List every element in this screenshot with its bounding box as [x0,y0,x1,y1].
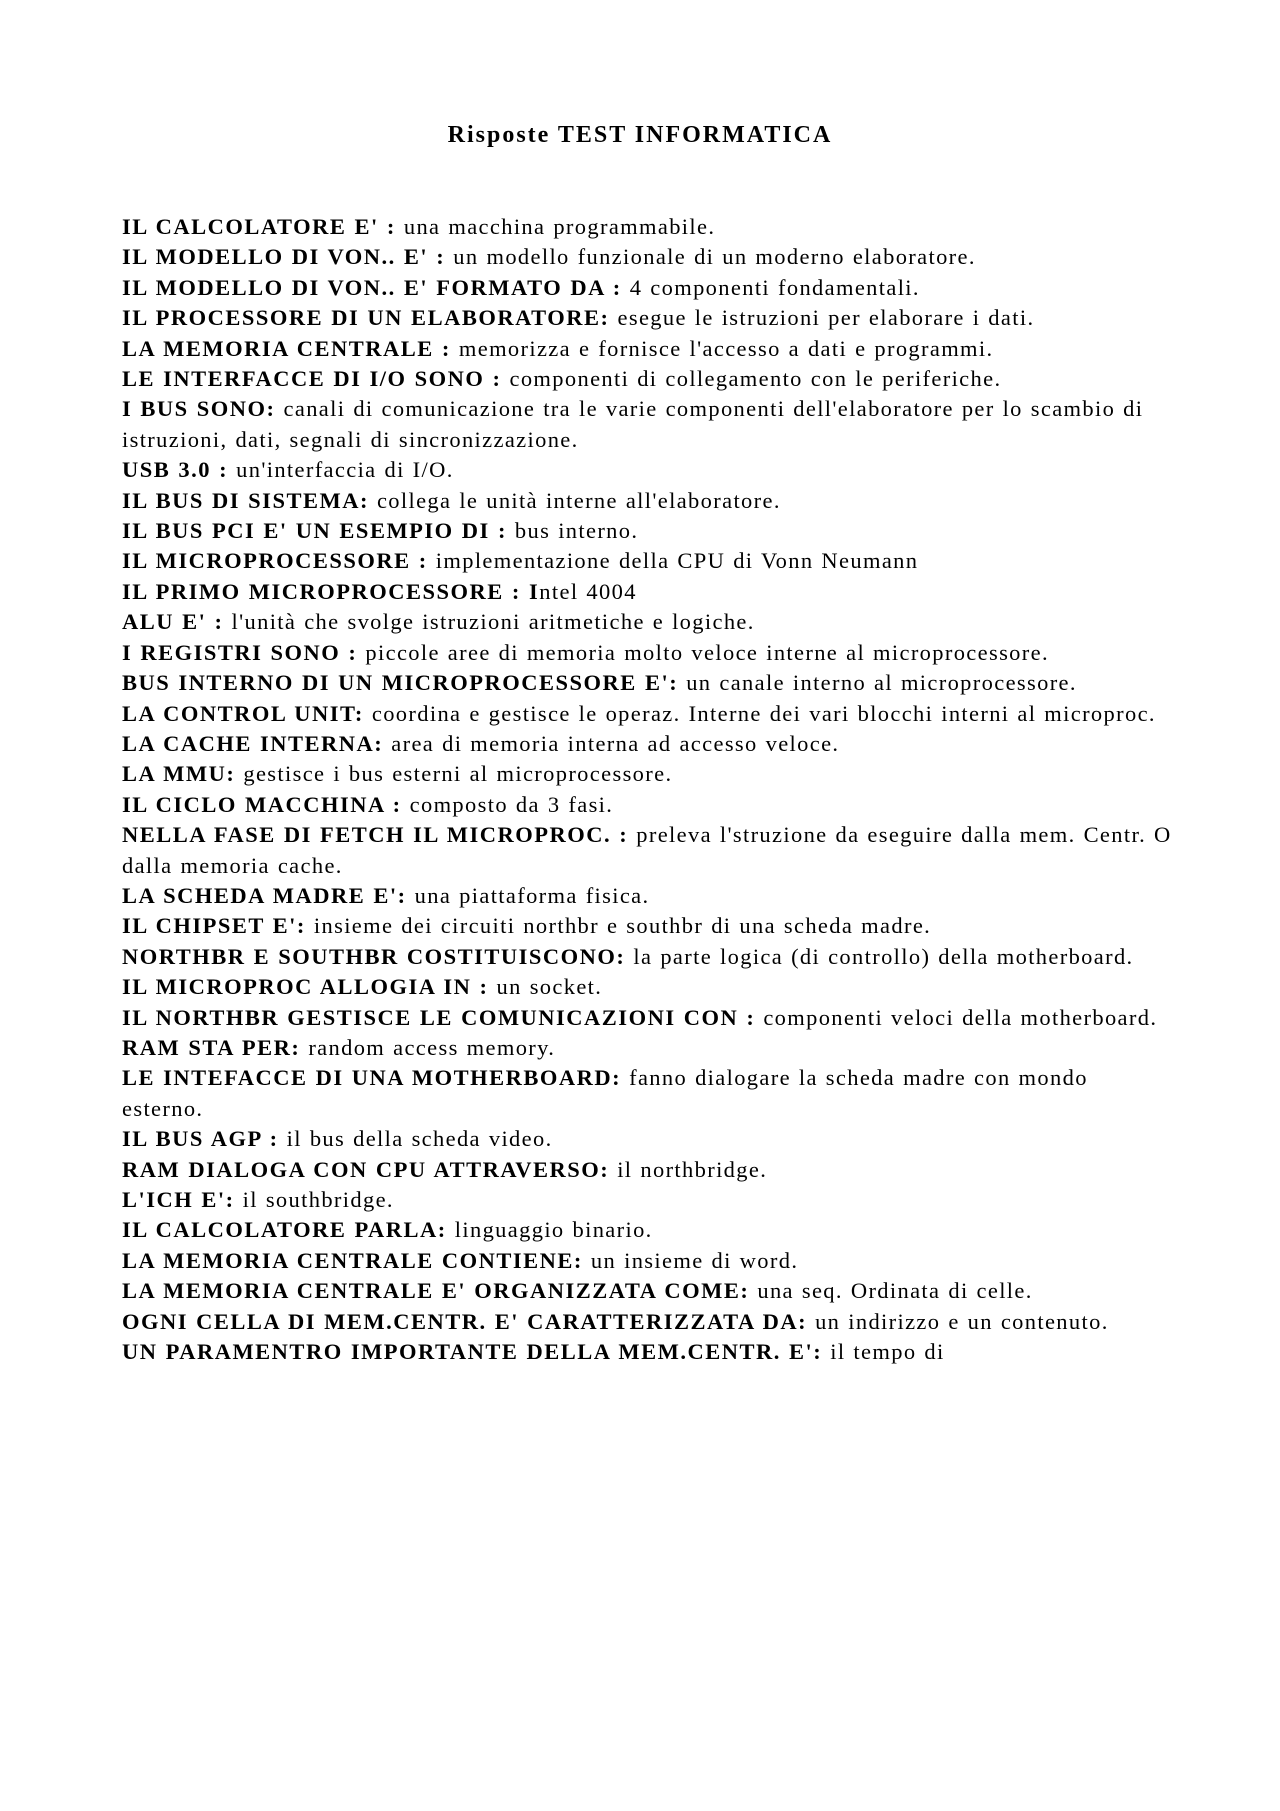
answer-text: gestisce i bus esterni al microprocessore. [243,761,673,787]
answer-text: ntel 4004 [539,578,637,604]
answer-text: fanno dialogare la scheda madre con mondo esterno. [122,1065,1088,1121]
qa-item [122,1063,1174,1124]
question-text: NELLA FASE DI FETCH IL MICROPROC. : [122,822,629,848]
answer-text: collega le unità interne all'elaboratore. [376,487,781,513]
qa-item [122,881,1174,911]
question-text: LA MEMORIA CENTRALE CONTIENE: [122,1247,583,1273]
qa-item [122,972,1174,1002]
qa-item [122,486,1174,516]
question-text: LA MMU: [122,761,236,787]
question-text: NORTHBR E SOUTHBR COSTITUISCONO: [122,943,626,969]
qa-item [122,1185,1174,1215]
answer-text: il tempo di [830,1339,945,1365]
question-text: IL MICROPROCESSORE : [122,548,428,574]
qa-item [122,242,1174,272]
question-text: LA MEMORIA CENTRALE : [122,335,451,361]
question-text: IL BUS PCI E' UN ESEMPIO DI : [122,518,507,544]
question-text: ALU E' : [122,609,224,635]
qa-item [122,1276,1174,1306]
question-text: RAM DIALOGA CON CPU ATTRAVERSO: [122,1156,610,1182]
question-text: IL PRIMO MICROPROCESSORE : I [122,578,540,604]
qa-item [122,911,1174,941]
question-text: BUS INTERNO DI UN MICROPROCESSORE E': [122,670,679,696]
qa-item [122,546,1174,576]
qa-item [122,1215,1174,1245]
answer-text: la parte logica (di controllo) della motherboard. [633,943,1134,969]
answer-text: una macchina programmabile. [403,214,716,239]
question-text: IL MODELLO DI VON.. E' FORMATO DA : [122,274,622,300]
question-text: LA CONTROL UNIT: [122,700,364,726]
answer-text: l'unità che svolge istruzioni aritmetiche e logiche. [231,609,755,635]
answer-text: un indirizzo e un contenuto. [815,1308,1109,1334]
answer-text: insieme dei circuiti northbr e southbr di una scheda madre. [313,913,932,939]
question-text: IL CALCOLATORE PARLA: [122,1217,447,1243]
qa-item [122,759,1174,789]
qa-item [122,1124,1174,1154]
question-text: LA MEMORIA CENTRALE E' ORGANIZZATA COME: [122,1278,750,1304]
qa-item [122,1033,1174,1063]
answer-text: una seq. Ordinata di celle. [757,1278,1033,1304]
question-text: IL CICLO MACCHINA : [122,791,402,817]
answer-text: il southbridge. [242,1187,394,1212]
qa-item [122,668,1174,698]
qa-item [122,212,1174,242]
answer-text: canali di comunicazione tra le varie componenti dell'elaboratore per lo scambio di istruzioni, dati, segnali di sincronizzazione. [122,396,1144,452]
qa-list [122,212,1174,1367]
answer-text: bus interno. [514,518,639,544]
question-text: OGNI CELLA DI MEM.CENTR. E' CARATTERIZZATA DA: [122,1308,808,1334]
answer-text: area di memoria interna ad accesso veloce. [391,730,840,756]
qa-item [122,1155,1174,1185]
question-text: IL CHIPSET E': [122,913,306,939]
qa-item [122,942,1174,972]
question-text: IL CALCOLATORE E' : [122,214,396,239]
qa-item [122,516,1174,546]
answer-text: preleva l'struzione da eseguire dalla mem. Centr. O dalla memoria cache. [122,822,1172,878]
answer-text: esegue le istruzioni per elaborare i dati. [617,305,1035,331]
qa-item [122,334,1174,364]
question-text: IL MICROPROC ALLOGIA IN : [122,974,489,1000]
qa-item [122,273,1174,303]
question-text: LA SCHEDA MADRE E': [122,882,407,908]
qa-item [122,394,1174,455]
answer-text: un socket. [496,974,603,1000]
question-text: LE INTERFACCE DI I/O SONO : [122,366,502,392]
answer-text: componenti veloci della motherboard. [763,1004,1158,1030]
qa-item [122,303,1174,333]
answer-text: piccole aree di memoria molto veloce interne al microprocessore. [365,639,1049,665]
question-text: L'ICH E': [122,1187,235,1212]
qa-item [122,455,1174,485]
qa-item [122,1003,1174,1033]
question-text: IL MODELLO DI VON.. E' : [122,244,446,270]
answer-text: coordina e gestisce le operaz. Interne dei vari blocchi interni al microproc. [371,700,1156,726]
qa-item [122,577,1174,607]
answer-text: il bus della scheda video. [286,1126,553,1152]
answer-text: composto da 3 fasi. [409,791,614,817]
answer-text: una piattaforma fisica. [414,882,650,908]
question-text: LA CACHE INTERNA: [122,730,384,756]
qa-item [122,1307,1174,1337]
answer-text: memorizza e fornisce l'accesso a dati e programmi. [458,335,994,361]
question-text: IL PROCESSORE DI UN ELABORATORE: [122,305,610,331]
qa-item [122,729,1174,759]
answer-text: 4 componenti fondamentali. [629,274,920,300]
qa-item [122,820,1174,881]
answer-text: un'interfaccia di I/O. [236,457,454,483]
question-text: IL NORTHBR GESTISCE LE COMUNICAZIONI CON : [122,1004,756,1030]
qa-item [122,1337,1174,1367]
answer-text: un insieme di word. [590,1247,799,1273]
qa-item [122,364,1174,394]
answer-text: componenti di collegamento con le periferiche. [509,366,1002,392]
answer-text: un canale interno al microprocessore. [686,670,1077,696]
qa-item [122,699,1174,729]
page-title: Risposte TEST INFORMATICA [447,122,833,148]
question-text: UN PARAMENTRO IMPORTANTE DELLA MEM.CENTR. E': [122,1339,823,1365]
question-text: RAM STA PER: [122,1034,301,1060]
answer-text: linguaggio binario. [454,1217,653,1243]
qa-item [122,607,1174,637]
answer-text: il northbridge. [617,1156,768,1182]
qa-item [122,638,1174,668]
qa-item [122,1246,1174,1276]
question-text: IL BUS AGP : [122,1126,279,1152]
answer-text: implementazione della CPU di Vonn Neumann [435,548,919,574]
answer-text: random access memory. [308,1034,556,1060]
question-text: I BUS SONO: [122,396,276,422]
answer-text: un modello funzionale di un moderno elaboratore. [453,244,976,270]
question-text: I REGISTRI SONO : [122,639,358,665]
question-text: USB 3.0 : [122,457,229,483]
question-text: IL BUS DI SISTEMA: [122,487,369,513]
question-text: LE INTEFACCE DI UNA MOTHERBOARD: [122,1065,622,1091]
qa-item [122,790,1174,820]
